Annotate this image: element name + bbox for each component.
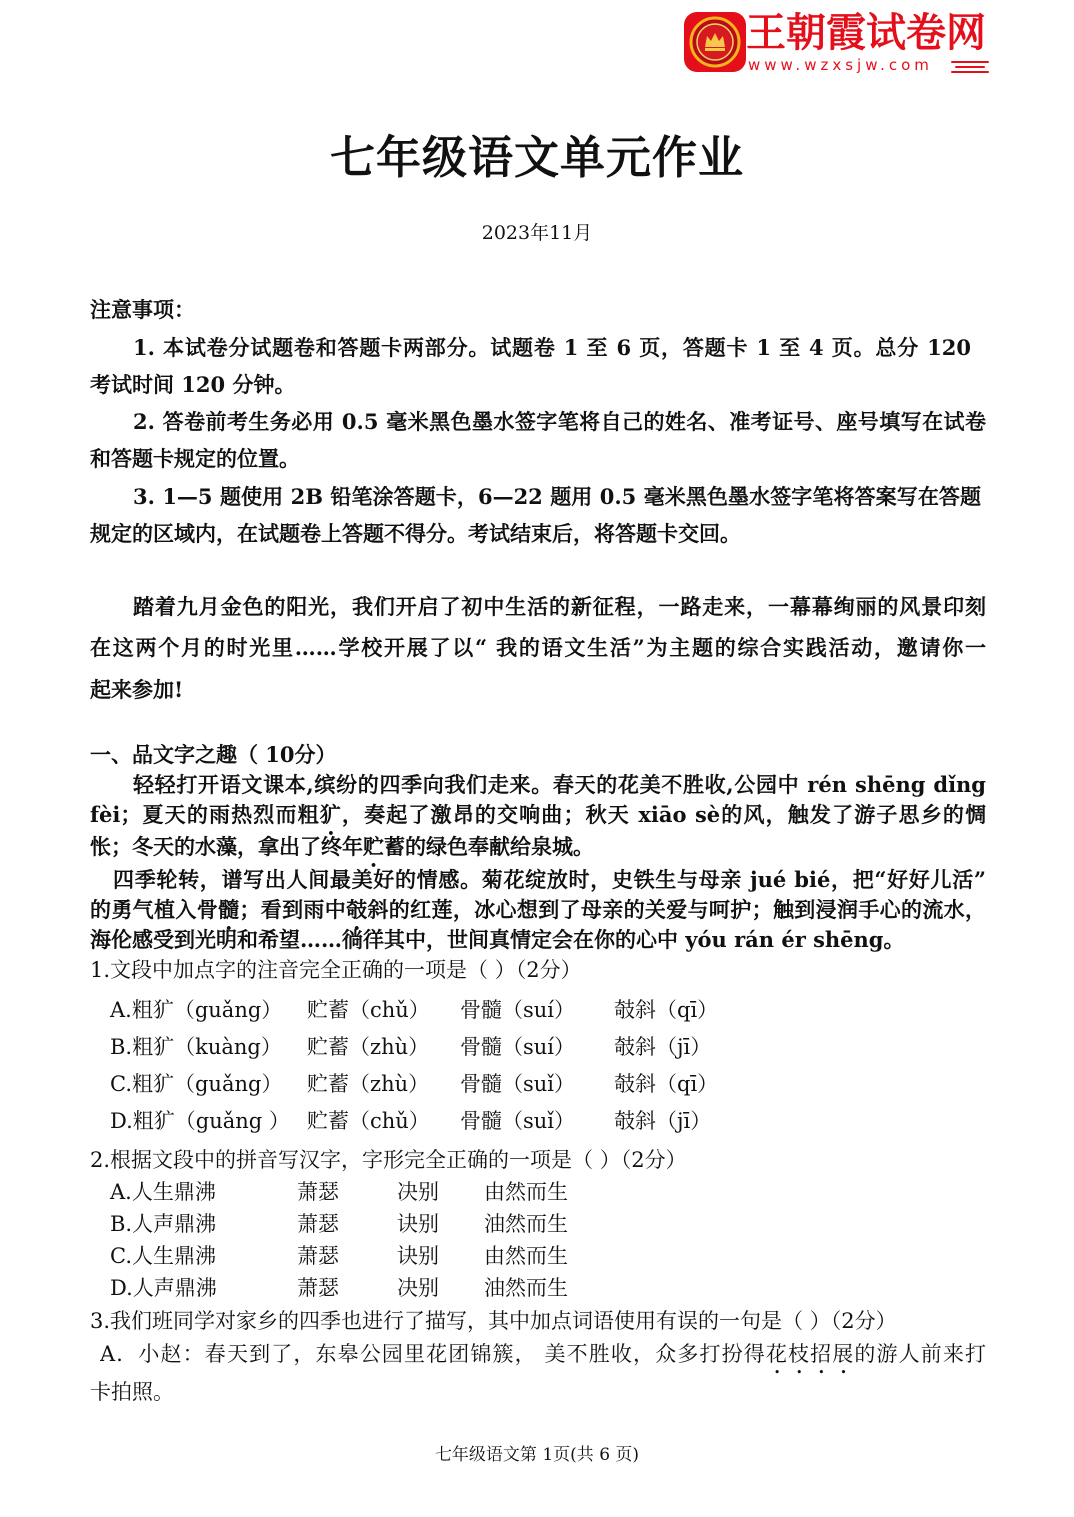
question-3-stem: 3.我们班同学对家乡的四季也进行了描写，其中加点词语使用有误的一句是（ ）（2分） — [90, 1309, 897, 1333]
passage-p1-line-1: 轻轻打开语文课本,缤纷的四季向我们走来。春天的花美不胜收,公园中 rén shēng dǐng — [133, 772, 986, 797]
question-2-option-a[interactable] — [0, 1176, 1074, 1210]
text-segment: A．小赵：春天到了，东皋公园里花团锦簇， 美不胜收，众多打扮得 — [100, 1342, 766, 1366]
option-cell: 骨髓（suí） — [460, 1035, 576, 1059]
page-footer: 七年级语文第 1页(共 6 页) — [434, 1445, 640, 1465]
page-title: 七年级语文单元作业 — [329, 131, 744, 184]
text-segment: ；看到雨中 — [239, 897, 347, 922]
intro-line-3: 起来参加! — [90, 677, 184, 702]
option-cell: C.粗犷（guǎng） — [110, 1072, 283, 1096]
option-cell: 油然而生 — [484, 1212, 568, 1236]
text-segment: 的勇气植入骨 — [90, 897, 219, 922]
notice-heading: 注意事项： — [90, 297, 195, 322]
intro-line-1: 踏着九月金色的阳光，我们开启了初中生活的新征程，一路走来，一幕幕绚丽的风景印刻 — [133, 594, 986, 619]
notice-item-3-line-2: 规定的区域内，在试题卷上答题不得分。考试结束后，将答题卡交回。 — [90, 521, 741, 546]
option-cell: 攲斜（jī） — [614, 1035, 712, 1059]
question-1-option-c[interactable] — [0, 1068, 1074, 1102]
text-segment: fèi；夏天的雨热烈而粗 — [90, 802, 320, 827]
dotted-char: 攲 — [346, 897, 368, 922]
question-2-option-d[interactable] — [0, 1272, 1074, 1306]
option-cell: 诀别 — [397, 1244, 439, 1268]
option-cell: B.人声鼎沸 — [110, 1212, 217, 1236]
option-cell: 油然而生 — [484, 1276, 568, 1300]
option-cell: 贮蓄（zhù） — [307, 1035, 430, 1059]
notice-item-2-line-1: 2. 答卷前考生务必用 0.5 毫米黑色墨水签字笔将自己的姓名、准考证号、座号填写在试卷 — [133, 409, 986, 434]
question-2-stem: 2.根据文段中的拼音写汉字，字形完全正确的一项是（ ）（2分） — [90, 1148, 687, 1172]
question-3-option-a-line-2: 卡拍照。 — [90, 1380, 174, 1404]
option-cell: D.粗犷（guǎng ） — [110, 1109, 290, 1133]
option-cell: C.人生鼎沸 — [110, 1244, 216, 1268]
section-heading: 一、品文字之趣（ 10分） — [90, 742, 337, 767]
passage-p2-line-1: 四季轮转，谱写出人间最美好的情感。菊花绽放时，史铁生与母亲 jué bié，把“好好儿活” — [113, 867, 986, 892]
question-1-option-d[interactable] — [0, 1105, 1074, 1139]
logo-name: 王朝霞试卷网 — [746, 10, 986, 56]
question-1-option-a[interactable] — [0, 994, 1074, 1028]
notice-item-1-line-2: 考试时间 120 分钟。 — [90, 372, 296, 397]
site-logo[interactable] — [683, 10, 993, 78]
option-cell: 萧瑟 — [297, 1180, 339, 1204]
option-cell: 骨髓（suǐ） — [460, 1109, 576, 1133]
notice-item-3-line-1: 3. 1—5 题使用 2B 铅笔涂答题卡，6—22 题用 0.5 毫米黑色墨水签字笔将答案写在答题 — [133, 484, 981, 509]
question-2-option-c[interactable] — [0, 1240, 1074, 1274]
passage-p2-line-3: 海伦感受到光明和希望……徜徉其中，世间真情定会在你的心中 yóu rán ér shēng。 — [90, 927, 905, 952]
text-segment: 蓄的绿色奉献给泉城。 — [384, 834, 594, 859]
notice-item-2-line-2: 和答题卡规定的位置。 — [90, 446, 300, 471]
option-cell: D.人声鼎沸 — [110, 1276, 217, 1300]
option-cell: B.粗犷（kuàng） — [110, 1035, 282, 1059]
option-cell: 攲斜（jī） — [614, 1109, 712, 1133]
question-2-option-b[interactable] — [0, 1208, 1074, 1242]
text-segment: 的游人前来打 — [854, 1342, 986, 1366]
logo-url[interactable]: www.wzxsjw.com — [748, 56, 933, 74]
dotted-char: 髓 — [218, 897, 240, 922]
option-cell: 骨髓（suí） — [460, 998, 576, 1022]
notice-item-1-line-1: 1. 本试卷分试题卷和答题卡两部分。试题卷 1 至 6 页，答题卡 1 至 4 页。总分 120 — [133, 335, 971, 360]
option-cell: 诀别 — [397, 1212, 439, 1236]
option-cell: 萧瑟 — [297, 1244, 339, 1268]
question-1-stem: 1.文段中加点字的注音完全正确的一项是（ ）（2分） — [90, 958, 582, 982]
option-cell: 由然而生 — [484, 1180, 568, 1204]
option-cell: 贮蓄（chǔ） — [307, 998, 430, 1022]
dotted-char: 贮 — [363, 834, 384, 859]
option-cell: 攲斜（qī） — [614, 1072, 719, 1096]
option-cell: 攲斜（qī） — [614, 998, 719, 1022]
logo-stripes — [951, 59, 989, 75]
seal-emblem-icon — [683, 11, 747, 73]
option-cell: 决别 — [397, 1276, 439, 1300]
option-cell: 决别 — [397, 1180, 439, 1204]
text-segment: 怅；冬天的水藻，拿出了终年 — [90, 834, 363, 859]
dotted-char: 犷 — [319, 802, 342, 827]
option-cell: 骨髓（suǐ） — [460, 1072, 576, 1096]
exam-date: 2023年11月 — [481, 222, 593, 244]
intro-line-2: 在这两个月的时光里……学校开展了以“ 我的语文生活”为主题的综合实践活动，邀请你一 — [90, 635, 986, 660]
option-cell: 萧瑟 — [297, 1276, 339, 1300]
option-cell: 贮蓄（zhù） — [307, 1072, 430, 1096]
passage-p1-line-3 — [90, 831, 986, 867]
option-cell: A.粗犷（guǎng） — [110, 998, 283, 1022]
question-3-option-a-line-1[interactable] — [100, 1338, 986, 1374]
text-segment: 斜的红莲，冰心想到了母亲的关爱与呵护；触到浸润手心的流水， — [367, 897, 986, 922]
passage-p1-line-2 — [90, 799, 986, 835]
option-cell: A.人生鼎沸 — [110, 1180, 216, 1204]
option-cell: 贮蓄（chǔ） — [307, 1109, 430, 1133]
option-cell: 萧瑟 — [297, 1212, 339, 1236]
question-1-option-b[interactable] — [0, 1031, 1074, 1065]
dotted-phrase: 花枝招展 — [765, 1342, 855, 1366]
option-cell: 由然而生 — [484, 1244, 568, 1268]
text-segment: ，奏起了激昂的交响曲；秋天 xiāo sè的风，触发了游子思乡的惆 — [341, 802, 986, 827]
